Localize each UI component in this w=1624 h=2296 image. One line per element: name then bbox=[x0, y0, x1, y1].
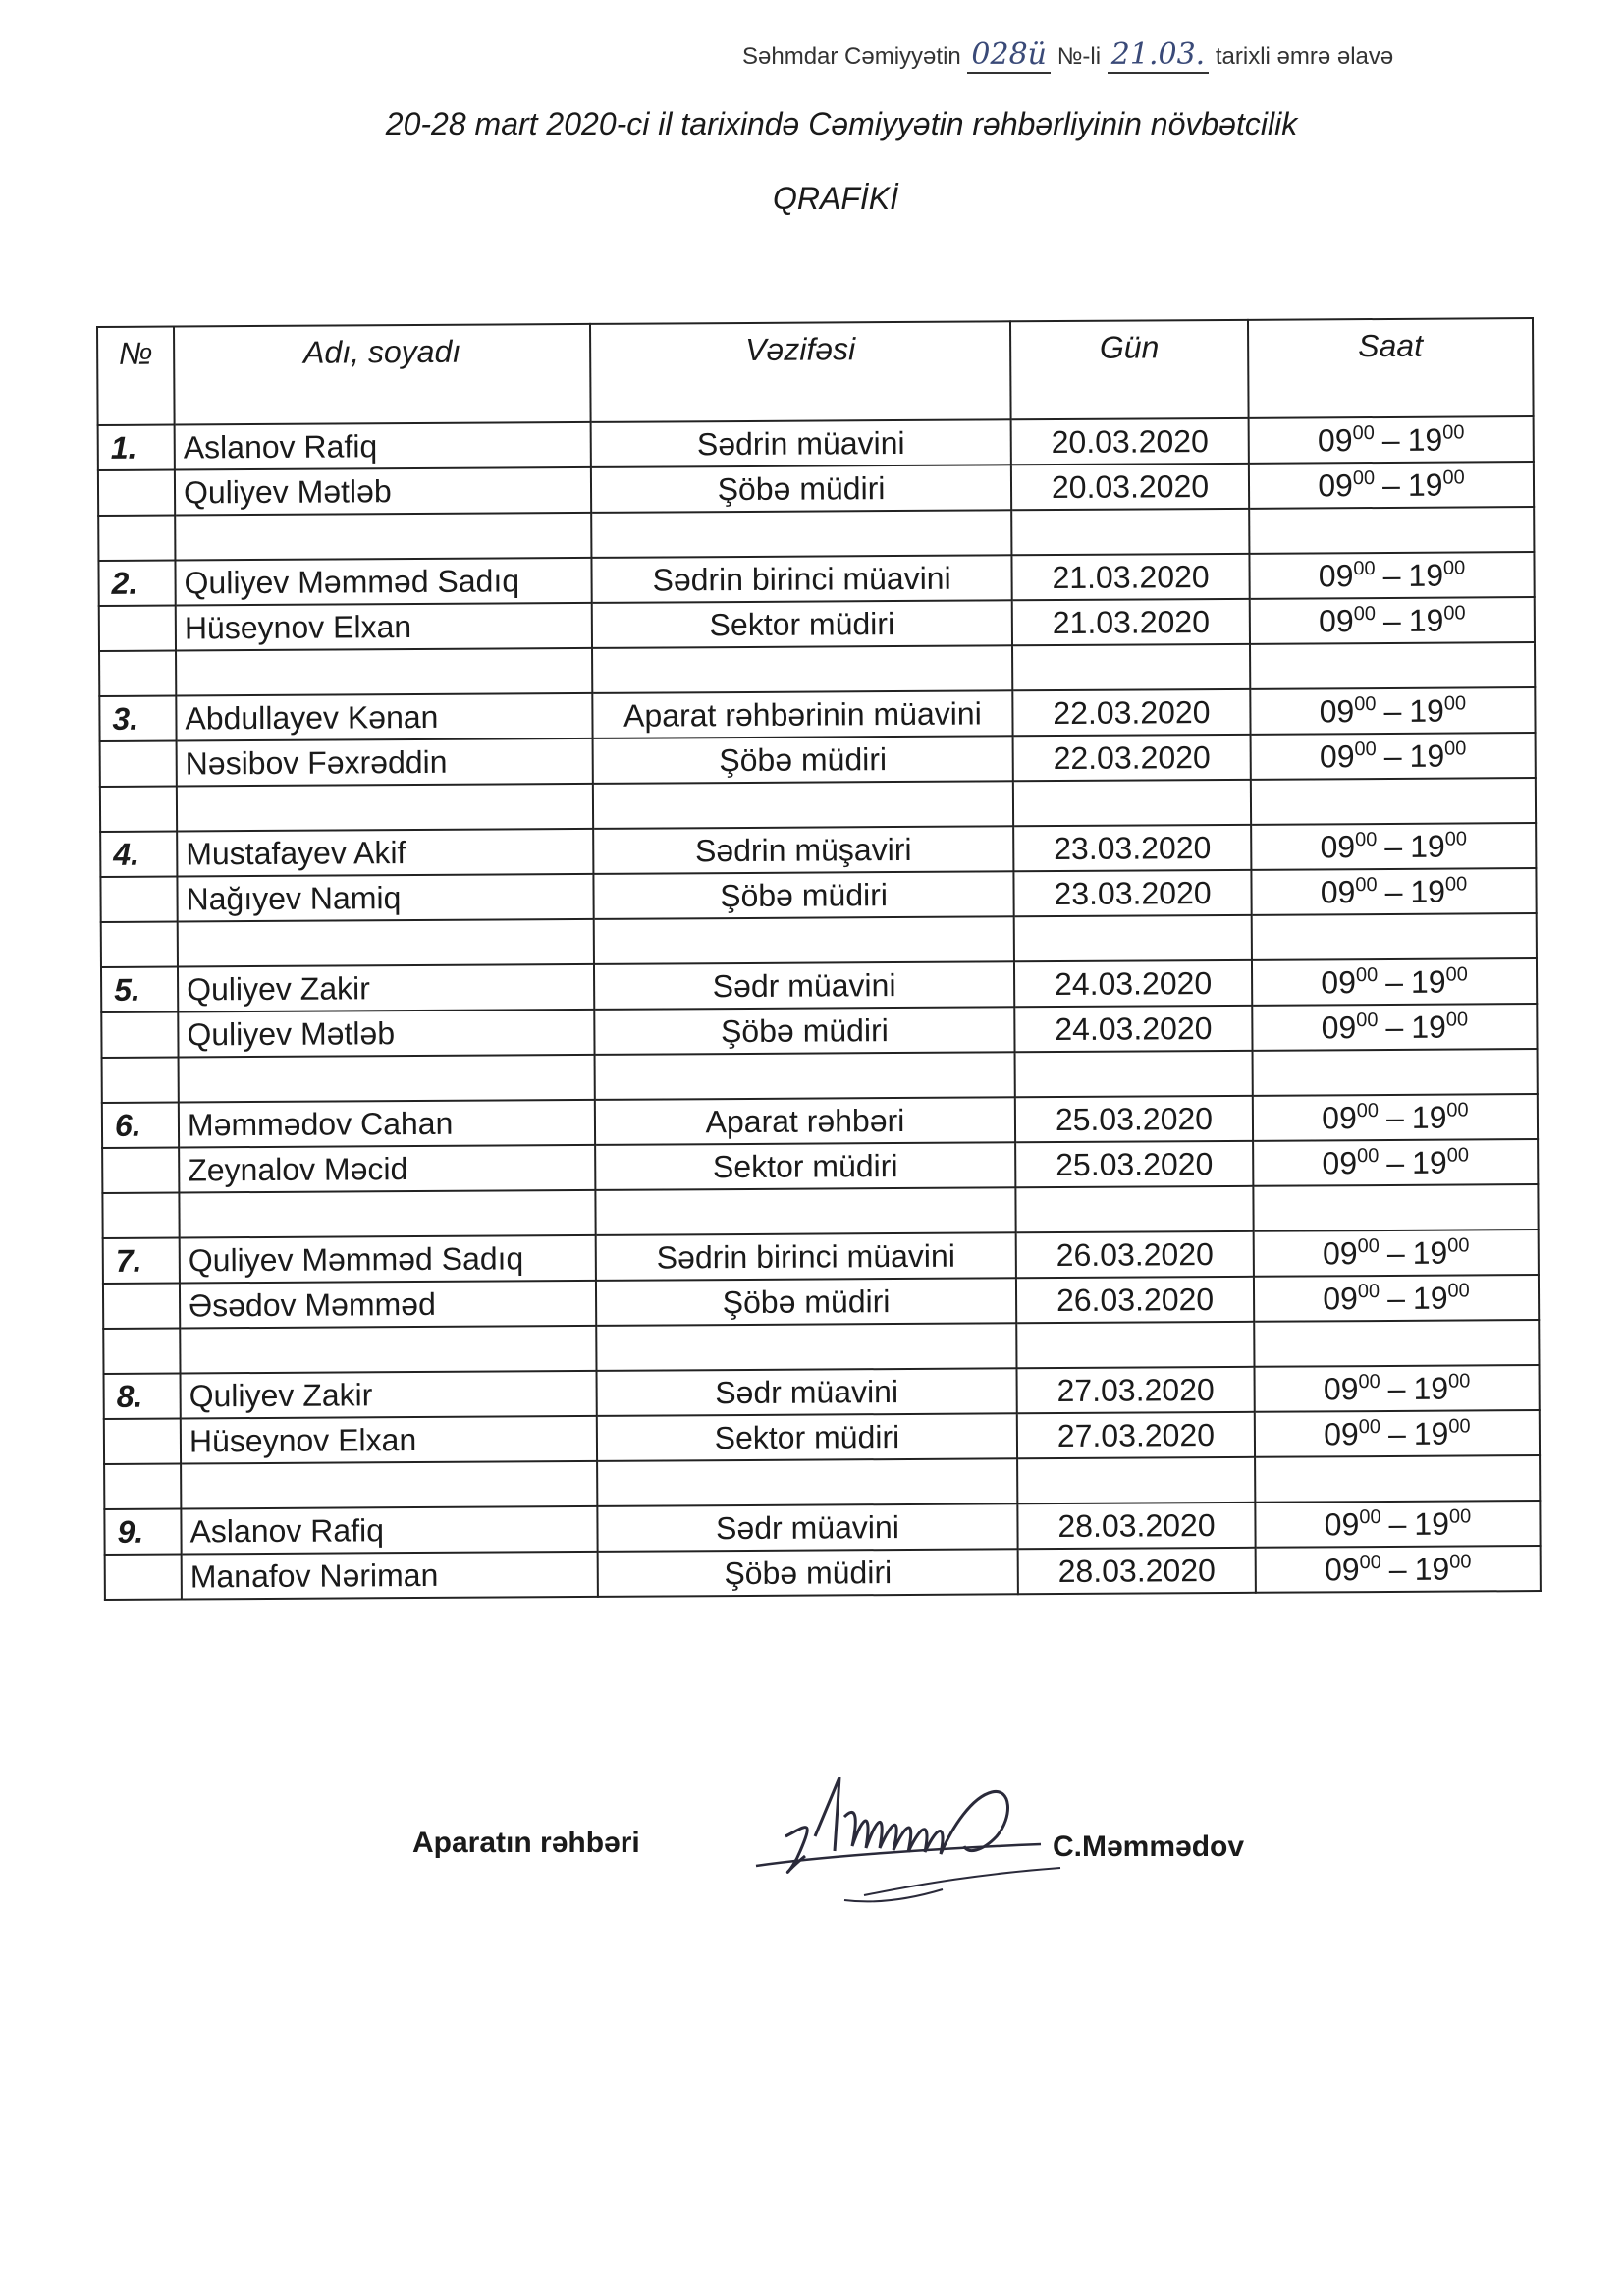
duty-time bbox=[1252, 1004, 1537, 1051]
start-hour: 09 bbox=[1321, 963, 1357, 1000]
start-minutes: 00 bbox=[1352, 421, 1375, 444]
start-hour: 09 bbox=[1324, 1415, 1359, 1451]
empty-cell bbox=[180, 1326, 596, 1374]
start-hour: 09 bbox=[1318, 602, 1354, 638]
signatory-name: C.Məmmədov bbox=[1053, 1831, 1245, 1863]
empty-cell bbox=[1255, 1455, 1540, 1503]
header-time: Saat bbox=[1248, 318, 1534, 418]
end-minutes: 00 bbox=[1445, 962, 1468, 986]
header-day: Gün bbox=[1010, 320, 1249, 419]
duty-time bbox=[1251, 733, 1536, 780]
start-minutes: 00 bbox=[1358, 1415, 1381, 1438]
handwritten-order-number: 028ü bbox=[967, 37, 1051, 74]
end-minutes: 00 bbox=[1449, 1550, 1472, 1573]
start-minutes: 00 bbox=[1355, 873, 1378, 896]
person-name: Quliyev Məmməd Sadıq bbox=[175, 558, 591, 606]
empty-cell bbox=[1014, 915, 1252, 961]
duty-day: 27.03.2020 bbox=[1017, 1412, 1255, 1458]
duty-day: 21.03.2020 bbox=[1011, 554, 1249, 600]
person-name: Hüseynov Elxan bbox=[181, 1416, 597, 1464]
end-hour: 19 bbox=[1414, 1505, 1450, 1542]
duty-time bbox=[1250, 597, 1535, 644]
end-hour: 19 bbox=[1412, 1280, 1448, 1316]
duty-time bbox=[1253, 1094, 1538, 1141]
start-minutes: 00 bbox=[1353, 602, 1376, 625]
time-separator: – bbox=[1382, 557, 1401, 593]
start-minutes: 00 bbox=[1359, 1505, 1381, 1528]
duty-day: 20.03.2020 bbox=[1011, 464, 1249, 510]
end-minutes: 00 bbox=[1444, 827, 1468, 850]
person-name: Əsədov Məmməd bbox=[180, 1281, 596, 1329]
end-hour: 19 bbox=[1407, 421, 1443, 458]
empty-cell bbox=[592, 645, 1012, 693]
order-reference-line bbox=[742, 37, 1508, 86]
duty-time bbox=[1249, 462, 1534, 509]
time-separator: – bbox=[1388, 1505, 1407, 1542]
duty-time bbox=[1252, 958, 1537, 1006]
empty-cell bbox=[596, 1323, 1016, 1371]
time-separator: – bbox=[1384, 828, 1403, 864]
person-position: Sektor müdiri bbox=[595, 1142, 1015, 1190]
start-hour: 09 bbox=[1323, 1280, 1359, 1316]
person-position: Sədr müavini bbox=[597, 1503, 1017, 1552]
row-number bbox=[100, 741, 177, 787]
header-name: Adı, soyadı bbox=[174, 324, 591, 425]
empty-cell bbox=[1015, 1186, 1253, 1232]
person-name: Məmmədov Cahan bbox=[179, 1100, 595, 1148]
duty-time bbox=[1249, 416, 1534, 464]
empty-cell bbox=[103, 1328, 180, 1373]
time-separator: – bbox=[1381, 466, 1401, 503]
start-hour: 09 bbox=[1318, 466, 1353, 503]
time-separator: – bbox=[1385, 1009, 1404, 1045]
person-name: Zeynalov Məcid bbox=[179, 1145, 595, 1193]
row-number bbox=[98, 470, 175, 516]
time-separator: – bbox=[1385, 1099, 1404, 1135]
document-title: 20-28 mart 2020-ci il tarixində Cəmiyyətin rəhbərliyinin növbətcilik bbox=[385, 106, 1298, 141]
start-minutes: 00 bbox=[1357, 1234, 1380, 1257]
duty-time bbox=[1250, 687, 1535, 735]
end-hour: 19 bbox=[1413, 1370, 1449, 1406]
empty-cell bbox=[1251, 778, 1536, 825]
table-row bbox=[105, 1546, 1541, 1600]
start-hour: 09 bbox=[1318, 557, 1354, 593]
person-name: Aslanov Rafiq bbox=[175, 422, 591, 470]
person-position: Sədr müavini bbox=[597, 1368, 1017, 1416]
end-minutes: 00 bbox=[1447, 1233, 1470, 1257]
header-number: № bbox=[97, 327, 175, 425]
empty-cell bbox=[1013, 780, 1251, 826]
empty-cell bbox=[176, 648, 592, 696]
duty-time bbox=[1249, 552, 1534, 599]
empty-cell bbox=[175, 513, 591, 561]
end-hour: 19 bbox=[1408, 602, 1444, 638]
duty-day: 22.03.2020 bbox=[1013, 735, 1251, 781]
row-number: 4. bbox=[100, 832, 177, 877]
person-position: Şöbə müdiri bbox=[596, 1278, 1016, 1326]
start-minutes: 00 bbox=[1353, 557, 1376, 579]
person-position: Sədrin müşaviri bbox=[593, 826, 1013, 874]
row-number bbox=[100, 877, 177, 922]
end-minutes: 00 bbox=[1442, 556, 1466, 579]
empty-cell bbox=[102, 1058, 179, 1103]
empty-cell bbox=[1249, 507, 1534, 554]
person-position: Şöbə müdiri bbox=[593, 736, 1013, 784]
end-minutes: 00 bbox=[1442, 465, 1465, 489]
empty-cell bbox=[1015, 1051, 1253, 1097]
row-number bbox=[102, 1148, 179, 1193]
row-number: 2. bbox=[98, 561, 175, 606]
person-name: Abdullayev Kənan bbox=[176, 693, 592, 741]
person-name: Quliyev Mətləb bbox=[175, 467, 591, 516]
signatory-title: Aparatın rəhbəri bbox=[412, 1827, 640, 1859]
person-position: Sədrin müavini bbox=[591, 419, 1011, 467]
end-minutes: 00 bbox=[1446, 1143, 1469, 1167]
duty-time bbox=[1251, 823, 1536, 870]
person-name: Nağıyev Namiq bbox=[177, 874, 593, 922]
row-number: 5. bbox=[101, 967, 178, 1012]
empty-cell bbox=[1252, 913, 1537, 960]
end-hour: 19 bbox=[1409, 692, 1445, 729]
person-position: Sədrin birinci müavini bbox=[596, 1232, 1016, 1281]
end-hour: 19 bbox=[1410, 963, 1446, 1000]
start-hour: 09 bbox=[1319, 692, 1355, 729]
start-minutes: 00 bbox=[1359, 1551, 1381, 1573]
duty-time bbox=[1254, 1230, 1539, 1277]
empty-cell bbox=[178, 919, 594, 967]
empty-cell bbox=[101, 922, 178, 967]
empty-cell bbox=[177, 784, 593, 832]
duty-day: 26.03.2020 bbox=[1016, 1231, 1254, 1278]
person-name: Hüseynov Elxan bbox=[176, 603, 592, 651]
duty-day: 28.03.2020 bbox=[1017, 1503, 1255, 1549]
person-position: Sektor müdiri bbox=[592, 600, 1012, 648]
start-minutes: 00 bbox=[1356, 1099, 1380, 1121]
person-position: Şöbə müdiri bbox=[591, 465, 1011, 513]
order-suffix: tarixli əmrə əlavə bbox=[1215, 43, 1394, 70]
empty-cell bbox=[100, 787, 177, 832]
duty-day: 23.03.2020 bbox=[1013, 825, 1251, 871]
time-separator: – bbox=[1381, 421, 1400, 458]
start-hour: 09 bbox=[1323, 1370, 1359, 1406]
table-body bbox=[98, 416, 1541, 1600]
person-position: Sektor müdiri bbox=[597, 1413, 1017, 1461]
start-minutes: 00 bbox=[1356, 1144, 1380, 1167]
row-number bbox=[99, 606, 176, 651]
start-hour: 09 bbox=[1320, 828, 1356, 864]
duty-time bbox=[1255, 1501, 1540, 1548]
row-number bbox=[101, 1012, 178, 1058]
time-separator: – bbox=[1387, 1370, 1406, 1406]
row-number: 8. bbox=[104, 1373, 181, 1418]
duty-schedule-table-container bbox=[96, 317, 1540, 1603]
start-minutes: 00 bbox=[1354, 738, 1377, 760]
end-minutes: 00 bbox=[1447, 1279, 1470, 1302]
empty-cell bbox=[1012, 644, 1250, 690]
empty-cell bbox=[593, 781, 1013, 829]
table-header-row bbox=[97, 318, 1534, 425]
start-hour: 09 bbox=[1322, 1099, 1357, 1135]
time-separator: – bbox=[1386, 1234, 1405, 1271]
start-hour: 09 bbox=[1322, 1234, 1358, 1271]
end-hour: 19 bbox=[1410, 873, 1446, 909]
person-position: Şöbə müdiri bbox=[594, 1007, 1014, 1055]
empty-cell bbox=[102, 1193, 179, 1238]
person-position: Aparat rəhbəri bbox=[595, 1097, 1015, 1145]
end-minutes: 00 bbox=[1443, 601, 1466, 625]
empty-cell bbox=[1250, 642, 1535, 689]
time-separator: – bbox=[1388, 1551, 1407, 1587]
empty-cell bbox=[595, 1052, 1015, 1100]
end-minutes: 00 bbox=[1444, 737, 1467, 760]
person-name: Quliyev Zakir bbox=[181, 1371, 597, 1419]
handwritten-order-date: 21.03. bbox=[1108, 37, 1209, 74]
empty-cell bbox=[1016, 1322, 1254, 1368]
start-hour: 09 bbox=[1317, 421, 1353, 458]
person-position: Şöbə müdiri bbox=[593, 871, 1013, 919]
empty-cell bbox=[597, 1458, 1017, 1506]
row-number bbox=[105, 1554, 182, 1599]
person-position: Aparat rəhbərinin müavini bbox=[592, 690, 1012, 738]
row-number: 1. bbox=[98, 425, 175, 470]
start-minutes: 00 bbox=[1356, 1009, 1379, 1031]
end-minutes: 00 bbox=[1448, 1369, 1471, 1393]
duty-time bbox=[1251, 868, 1536, 915]
time-separator: – bbox=[1385, 963, 1404, 1000]
person-name: Nəsibov Fəxrəddin bbox=[177, 738, 593, 787]
duty-day: 24.03.2020 bbox=[1014, 960, 1252, 1007]
end-minutes: 00 bbox=[1448, 1504, 1472, 1528]
duty-day: 25.03.2020 bbox=[1015, 1141, 1253, 1187]
empty-cell bbox=[1253, 1049, 1538, 1096]
end-hour: 19 bbox=[1413, 1415, 1449, 1451]
time-separator: – bbox=[1382, 602, 1401, 638]
end-minutes: 00 bbox=[1442, 420, 1465, 444]
person-name: Aslanov Rafiq bbox=[181, 1506, 597, 1555]
duty-day: 22.03.2020 bbox=[1012, 689, 1250, 736]
duty-time bbox=[1254, 1365, 1539, 1412]
end-hour: 19 bbox=[1411, 1009, 1446, 1045]
time-separator: – bbox=[1386, 1144, 1405, 1180]
end-minutes: 00 bbox=[1443, 691, 1467, 715]
empty-cell bbox=[98, 516, 175, 561]
duty-day: 25.03.2020 bbox=[1015, 1096, 1253, 1142]
duty-day: 21.03.2020 bbox=[1012, 599, 1250, 645]
order-number-label: №-li bbox=[1056, 43, 1102, 70]
empty-cell bbox=[99, 651, 176, 696]
empty-cell bbox=[1253, 1184, 1538, 1231]
person-name: Quliyev Mətləb bbox=[178, 1010, 594, 1058]
row-number: 9. bbox=[104, 1508, 181, 1554]
empty-cell bbox=[1011, 509, 1249, 555]
order-prefix: Səhmdar Cəmiyyətin bbox=[742, 43, 961, 70]
time-separator: – bbox=[1384, 873, 1403, 909]
end-hour: 19 bbox=[1409, 738, 1445, 774]
time-separator: – bbox=[1383, 738, 1402, 774]
duty-time bbox=[1253, 1139, 1538, 1186]
end-minutes: 00 bbox=[1445, 1008, 1469, 1031]
start-hour: 09 bbox=[1320, 873, 1356, 909]
end-hour: 19 bbox=[1411, 1099, 1447, 1135]
person-name: Manafov Nəriman bbox=[182, 1552, 598, 1600]
end-hour: 19 bbox=[1412, 1144, 1447, 1180]
start-hour: 09 bbox=[1324, 1551, 1360, 1587]
empty-cell bbox=[594, 916, 1014, 964]
duty-time bbox=[1255, 1410, 1540, 1457]
duty-schedule-table bbox=[96, 317, 1542, 1601]
empty-cell bbox=[1254, 1320, 1539, 1367]
empty-cell bbox=[179, 1055, 595, 1103]
time-separator: – bbox=[1387, 1280, 1406, 1316]
end-hour: 19 bbox=[1412, 1234, 1448, 1271]
row-number: 6. bbox=[102, 1103, 179, 1148]
empty-cell bbox=[179, 1190, 595, 1238]
duty-time bbox=[1254, 1275, 1539, 1322]
empty-cell bbox=[1017, 1457, 1255, 1503]
start-minutes: 00 bbox=[1352, 466, 1376, 489]
start-minutes: 00 bbox=[1354, 828, 1378, 850]
time-separator: – bbox=[1387, 1415, 1406, 1451]
end-hour: 19 bbox=[1410, 828, 1445, 864]
time-separator: – bbox=[1383, 692, 1402, 729]
start-minutes: 00 bbox=[1355, 963, 1379, 986]
person-name: Mustafayev Akif bbox=[177, 829, 593, 877]
duty-day: 28.03.2020 bbox=[1018, 1548, 1256, 1594]
end-hour: 19 bbox=[1408, 557, 1444, 593]
start-hour: 09 bbox=[1322, 1144, 1358, 1180]
row-number bbox=[103, 1283, 180, 1328]
end-minutes: 00 bbox=[1448, 1414, 1471, 1438]
start-minutes: 00 bbox=[1358, 1370, 1380, 1393]
end-hour: 19 bbox=[1414, 1551, 1450, 1587]
empty-cell bbox=[104, 1463, 181, 1508]
empty-cell bbox=[595, 1187, 1015, 1235]
row-number: 3. bbox=[99, 696, 176, 741]
row-number bbox=[104, 1418, 181, 1463]
document-subtitle: QRAFİKİ bbox=[772, 181, 898, 216]
person-name: Quliyev Məmməd Sadıq bbox=[180, 1235, 596, 1284]
header-position: Vəzifəsi bbox=[590, 321, 1011, 422]
start-hour: 09 bbox=[1324, 1505, 1360, 1542]
end-minutes: 00 bbox=[1444, 872, 1468, 896]
person-position: Sədrin birinci müavini bbox=[591, 555, 1011, 603]
start-hour: 09 bbox=[1321, 1009, 1357, 1045]
empty-cell bbox=[181, 1461, 597, 1509]
duty-time bbox=[1256, 1546, 1541, 1593]
duty-day: 27.03.2020 bbox=[1017, 1367, 1255, 1413]
end-hour: 19 bbox=[1407, 466, 1443, 503]
empty-cell bbox=[591, 510, 1011, 558]
start-minutes: 00 bbox=[1357, 1280, 1380, 1302]
duty-day: 26.03.2020 bbox=[1016, 1277, 1254, 1323]
duty-day: 24.03.2020 bbox=[1014, 1006, 1252, 1052]
start-hour: 09 bbox=[1319, 738, 1355, 774]
person-position: Şöbə müdiri bbox=[598, 1549, 1018, 1597]
person-position: Sədr müavini bbox=[594, 961, 1014, 1010]
start-minutes: 00 bbox=[1354, 692, 1377, 715]
end-minutes: 00 bbox=[1446, 1098, 1469, 1121]
person-name: Quliyev Zakir bbox=[178, 964, 594, 1012]
duty-day: 20.03.2020 bbox=[1011, 418, 1249, 465]
duty-day: 23.03.2020 bbox=[1013, 870, 1251, 916]
row-number: 7. bbox=[103, 1238, 180, 1284]
